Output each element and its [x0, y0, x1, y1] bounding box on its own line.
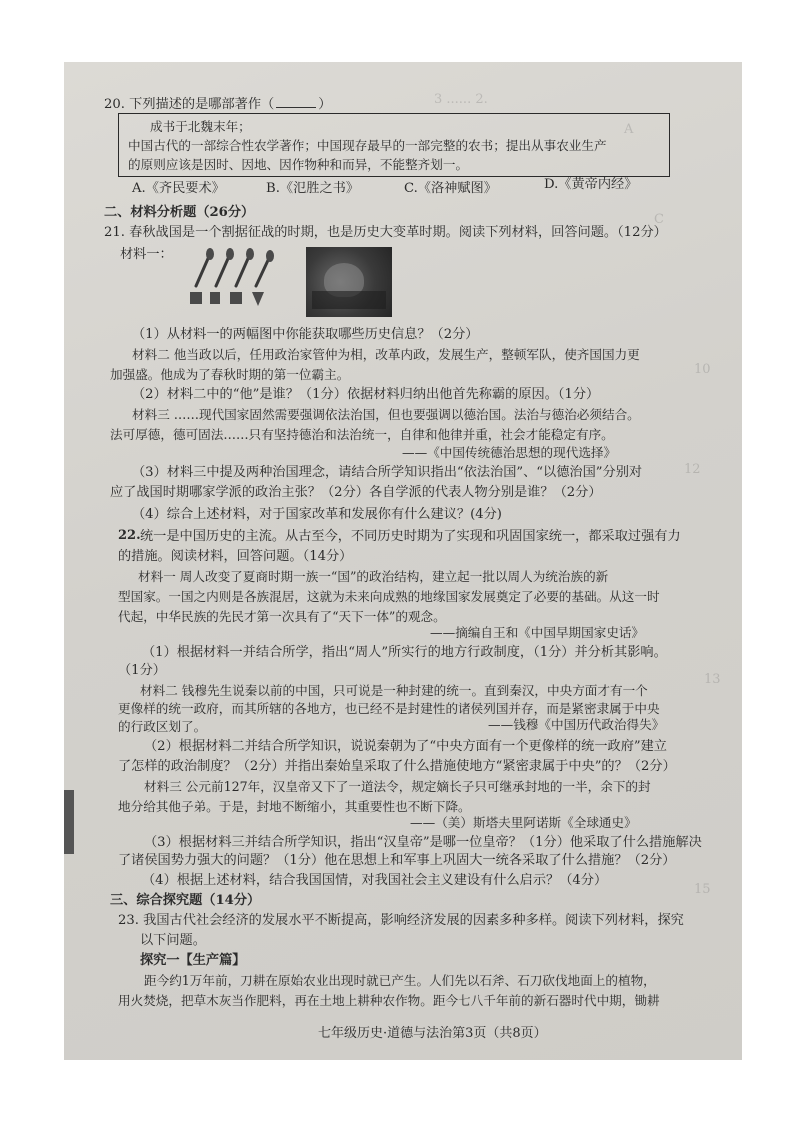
q20-option-a[interactable]: A.《齐民要术》 [132, 181, 225, 196]
q20-option-b[interactable]: B.《氾胜之书》 [266, 181, 360, 196]
q21-sub1: （1）从材料一的两幅图中你能获取哪些历史信息？（2分） [132, 327, 479, 342]
q21-material3-b: 法可厚德，德可固法……只有坚持德治和法治统一，自律和他律并重，社会才能稳定有序。 [110, 427, 614, 442]
q22-material3-b: 地分给其他子弟。于是，封地不断缩小，其重要性也不断下降。 [118, 799, 471, 814]
q21-material2-a: 材料二 他当政以后，任用政治家管仲为相，改革内政，发展生产，整顿军队，使齐国国力更 [132, 347, 640, 362]
q23-stem-a: 23. 我国古代社会经济的发展水平不断提高，影响经济发展的因素多种多样。阅读下列材料，探究 [118, 913, 684, 928]
q20-box-line-3: 的原则应该是因时、因地、因作物种和而异，不能整齐划一。 [128, 157, 469, 172]
paper-photo-background: 3 ...... 2. A C 10 12 13 15 [64, 62, 742, 1060]
q21-sub3-a: （3）材料三中提及两种治国理念，请结合所学知识指出“依法治国”、“以德治国”分别对 [132, 465, 643, 480]
q22-material1-c: 代起，中华民族的先民才第一次具有了“天下一体”的观念。 [118, 609, 446, 624]
q22-sub2-a: （2）根据材料二并结合所学知识，说说秦朝为了“中央方面有一个更像样的统一政府”建立 [144, 739, 667, 754]
q21-material2-b: 加强盛。他成为了春秋时期的第一位霸主。 [110, 367, 350, 382]
q21-material1-label: 材料一： [120, 247, 173, 262]
q21-sub4: （4）综合上述材料，对于国家改革和发展你有什么建议？(4分) [132, 507, 502, 522]
q21-sub2: （2）材料二中的“他”是谁？（1分）依据材料归纳出他首先称霸的原因。（1分） [132, 387, 600, 402]
q22-sub3-a: （3）根据材料三并结合所学知识，指出“汉皇帝”是哪一位皇帝？（1分）他采取了什么措施解决 [144, 835, 702, 850]
bronze-tools-image [186, 246, 278, 308]
q22-material3-source: ——（美）斯塔夫里阿诺斯《全球通史》 [410, 815, 637, 830]
section2-heading: 二、材料分析题（26分） [104, 205, 255, 220]
q22-sub2-b: 了怎样的政治制度？（2分）并指出秦始皇采取了什么措施使地方“紧密隶属于中央”的？（2分） [118, 759, 676, 774]
q22-sub1-b: （1分） [118, 663, 166, 678]
q20-box-line-2: 中国古代的一部综合性农学著作；中国现存最早的一部完整的农书；提出从事农业生产 [128, 138, 607, 153]
q20-option-c[interactable]: C.《洛神赋图》 [404, 181, 497, 196]
q20-stem [104, 96, 331, 114]
q23-explore1-heading: 探究一【生产篇】 [140, 953, 246, 968]
q22-material2-a: 材料二 钱穆先生说秦以前的中国，只可说是一种封建的统一。直到秦汉，中央方面才有一个 [140, 683, 648, 698]
q22-material3-a: 材料三 公元前127年，汉皇帝又下了一道法令，规定嫡长子只可继承封地的一半，余下的封 [144, 779, 651, 794]
q22-material2-b: 更像样的统一政府，而其所辖的各地方，也已经不是封建性的诸侯列国并存，而是紧密隶属于中央 [118, 701, 660, 716]
q20-stem-end: ） [318, 97, 332, 112]
q22-stem-a: 统一是中国历史的主流。从古至今，不同历史时期为了实现和巩固国家统一，都采取过强有力 [140, 529, 681, 544]
q22-sub3-b: 了诸侯国势力强大的问题？（1分）他在思想上和军事上巩固大一统各采取了什么措施？（2分） [118, 853, 676, 868]
q22-material1-source: ——摘编自王和《中国早期国家史话》 [430, 625, 645, 640]
q21-sub3-b: 应了战国时期哪家学派的政治主张？（2分）各自学派的代表人物分别是谁？（2分） [110, 485, 602, 500]
q23-stem-b: 以下问题。 [140, 933, 206, 948]
q22-material2-source: ——钱穆《中国历代政治得失》 [488, 717, 665, 732]
q22-sub4: （4）根据上述材料，结合我国国情，对我国社会主义建设有什么启示？（4分） [142, 873, 608, 888]
q22-material1-b: 型国家。一国之内则是各族混居，这就为未来向成熟的地缘国家发展奠定了必要的基础。从这一时 [118, 589, 660, 604]
q20-stem-text: 20. 下列描述的是哪部著作（ [104, 97, 275, 112]
q20-answer-blank[interactable] [276, 107, 316, 108]
q22-stem-b: 的措施。阅读材料，回答问题。（14分） [118, 549, 353, 564]
ox-plough-image [306, 247, 392, 317]
q20-option-d[interactable]: D.《黄帝内经》 [544, 177, 638, 192]
section3-heading: 三、综合探究题（14分） [110, 893, 261, 908]
q21-stem: 21. 春秋战国是一个割据征战的时期，也是历史大变革时期。阅读下列材料，回答问题。（12分） [104, 225, 667, 240]
q21-material3-a: 材料三 ……现代国家固然需要强调依法治国，但也要强调以德治国。法治与德治必须结合。 [132, 407, 640, 422]
q22-sub1-a: （1）根据材料一并结合所学，指出“周人”所实行的地方行政制度，（1分）并分析其影响。 [142, 645, 667, 660]
q22-material2-c: 的行政区划了。 [118, 719, 207, 734]
q22-number: 22. [118, 528, 141, 543]
page-footer: 七年级历史·道德与法治第3页（共8页） [318, 1026, 547, 1041]
q20-box-line-1: 成书于北魏末年； [150, 119, 251, 134]
q23-paragraph-b: 用火焚烧，把草木灰当作肥料，再在土地上耕种农作物。距今七八千年前的新石器时代中期，锄耕 [118, 993, 660, 1008]
q23-paragraph-a: 距今约1万年前，刀耕在原始农业出现时就已产生。人们先以石斧、石刀砍伐地面上的植物， [144, 973, 656, 988]
q21-material3-source: ——《中国传统德治思想的现代选择》 [402, 445, 617, 460]
q22-material1-a: 材料一 周人改变了夏商时期一族一“国”的政治结构，建立起一批以周人为统治族的新 [138, 569, 609, 584]
